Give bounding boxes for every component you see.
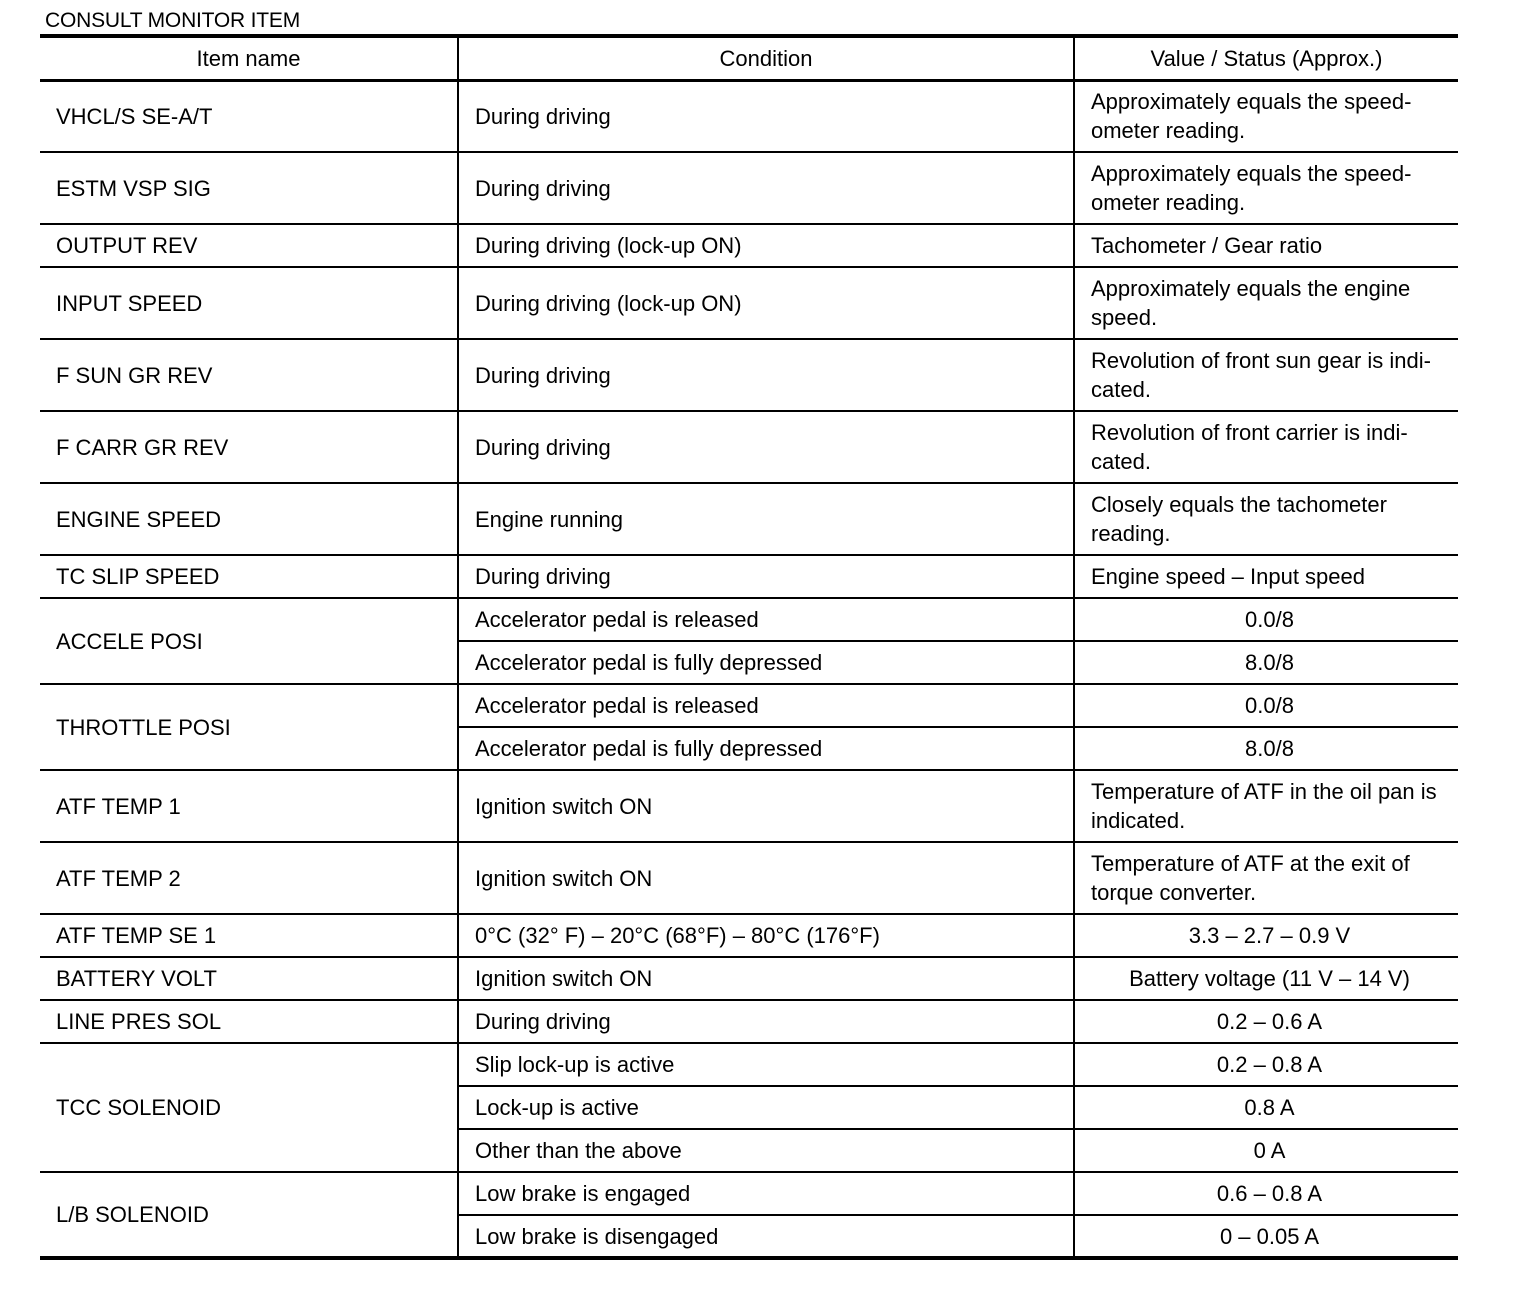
header-row [40, 36, 1458, 80]
condition-cell: During driving [458, 152, 1074, 224]
item-name-cell: ESTM VSP SIG [40, 152, 458, 224]
table-row [40, 411, 1458, 483]
condition-cell: 0°C (32° F) – 20°C (68°F) – 80°C (176°F) [458, 914, 1074, 957]
value-status-cell: Closely equals the tachometer reading. [1074, 483, 1458, 555]
value-status-cell: 0.2 – 0.8 A [1074, 1043, 1458, 1086]
condition-cell: During driving (lock-up ON) [458, 224, 1074, 267]
item-name-cell: ATF TEMP SE 1 [40, 914, 458, 957]
table-row [40, 957, 1458, 1000]
value-status-cell: 0.8 A [1074, 1086, 1458, 1129]
table-row [40, 1000, 1458, 1043]
table-row [40, 339, 1458, 411]
condition-cell: Other than the above [458, 1129, 1074, 1172]
table-row [40, 914, 1458, 957]
consult-monitor-table [40, 34, 1458, 1260]
value-status-cell: Temperature of ATF in the oil pan is indicated. [1074, 770, 1458, 842]
value-status-cell: 0.2 – 0.6 A [1074, 1000, 1458, 1043]
condition-cell: During driving [458, 339, 1074, 411]
value-status-cell: Approximately equals the engine speed. [1074, 267, 1458, 339]
table-row [40, 1043, 1458, 1086]
item-name-cell: BATTERY VOLT [40, 957, 458, 1000]
column-header-condition: Condition [458, 36, 1074, 80]
table-body [40, 80, 1458, 1258]
condition-cell: Lock-up is active [458, 1086, 1074, 1129]
item-name-cell: TC SLIP SPEED [40, 555, 458, 598]
item-name-cell: OUTPUT REV [40, 224, 458, 267]
condition-cell: Ignition switch ON [458, 842, 1074, 914]
condition-cell: During driving [458, 411, 1074, 483]
value-status-cell: 0.0/8 [1074, 684, 1458, 727]
condition-cell: Accelerator pedal is released [458, 684, 1074, 727]
condition-cell: During driving [458, 80, 1074, 152]
value-status-cell: Revolution of front sun gear is indi- cated. [1074, 339, 1458, 411]
item-name-cell: F CARR GR REV [40, 411, 458, 483]
value-status-cell: Battery voltage (11 V – 14 V) [1074, 957, 1458, 1000]
column-header-value-status: Value / Status (Approx.) [1074, 36, 1458, 80]
item-name-cell: ATF TEMP 2 [40, 842, 458, 914]
value-status-cell: 8.0/8 [1074, 641, 1458, 684]
value-status-cell: Revolution of front carrier is indi- cated. [1074, 411, 1458, 483]
value-status-cell: Approximately equals the speed- ometer reading. [1074, 152, 1458, 224]
condition-cell: Low brake is disengaged [458, 1215, 1074, 1258]
table-row [40, 80, 1458, 152]
item-name-cell: F SUN GR REV [40, 339, 458, 411]
value-status-cell: Approximately equals the speed- ometer reading. [1074, 80, 1458, 152]
table-row [40, 684, 1458, 727]
value-status-cell: 0.6 – 0.8 A [1074, 1172, 1458, 1215]
condition-cell: Ignition switch ON [458, 770, 1074, 842]
table-row [40, 483, 1458, 555]
condition-cell: Accelerator pedal is fully depressed [458, 641, 1074, 684]
value-status-cell: 0.0/8 [1074, 598, 1458, 641]
item-name-cell: ATF TEMP 1 [40, 770, 458, 842]
value-status-cell: 3.3 – 2.7 – 0.9 V [1074, 914, 1458, 957]
condition-cell: Ignition switch ON [458, 957, 1074, 1000]
item-name-cell: THROTTLE POSI [40, 684, 458, 770]
table-row [40, 224, 1458, 267]
value-status-cell: Temperature of ATF at the exit of torque converter. [1074, 842, 1458, 914]
item-name-cell: ACCELE POSI [40, 598, 458, 684]
item-name-cell: VHCL/S SE-A/T [40, 80, 458, 152]
table-row [40, 770, 1458, 842]
condition-cell: During driving [458, 1000, 1074, 1043]
item-name-cell: ENGINE SPEED [40, 483, 458, 555]
table-row [40, 555, 1458, 598]
condition-cell: Accelerator pedal is released [458, 598, 1074, 641]
condition-cell: Slip lock-up is active [458, 1043, 1074, 1086]
condition-cell: During driving [458, 555, 1074, 598]
table-row [40, 598, 1458, 641]
value-status-cell: Engine speed – Input speed [1074, 555, 1458, 598]
value-status-cell: Tachometer / Gear ratio [1074, 224, 1458, 267]
value-status-cell: 8.0/8 [1074, 727, 1458, 770]
condition-cell: Engine running [458, 483, 1074, 555]
condition-cell: Accelerator pedal is fully depressed [458, 727, 1074, 770]
table-row [40, 842, 1458, 914]
value-status-cell: 0 – 0.05 A [1074, 1215, 1458, 1258]
table-row [40, 1172, 1458, 1215]
item-name-cell: TCC SOLENOID [40, 1043, 458, 1172]
condition-cell: Low brake is engaged [458, 1172, 1074, 1215]
item-name-cell: INPUT SPEED [40, 267, 458, 339]
table-row [40, 267, 1458, 339]
column-header-item-name: Item name [40, 36, 458, 80]
value-status-cell: 0 A [1074, 1129, 1458, 1172]
table-row [40, 152, 1458, 224]
item-name-cell: LINE PRES SOL [40, 1000, 458, 1043]
table-title: CONSULT MONITOR ITEM [45, 9, 301, 32]
condition-cell: During driving (lock-up ON) [458, 267, 1074, 339]
item-name-cell: L/B SOLENOID [40, 1172, 458, 1258]
